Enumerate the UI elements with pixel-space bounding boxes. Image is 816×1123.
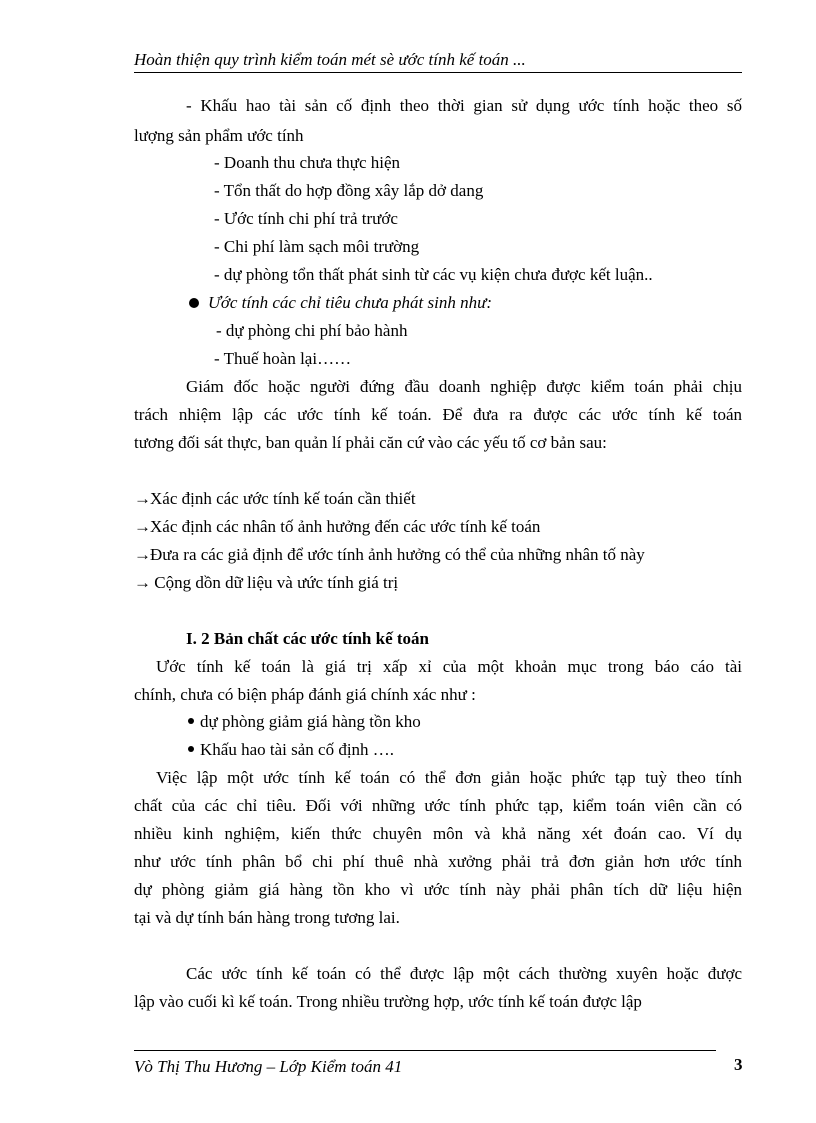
list-item: - Ước tính chi phí trả trước — [214, 209, 398, 228]
para3-line3: nhiều kinh nghiệm, kiến thức chuyên môn và khả năng xét đoán cao. Ví dụ — [134, 824, 742, 843]
section-heading: I. 2 Bản chất các ước tính kế toán — [186, 629, 429, 648]
list1-intro-line1: - Khấu hao tài sản cố định theo thời gian sử dụng ước tính hoặc theo số — [186, 96, 742, 115]
para3-line5: dự phòng giảm giá hàng tồn kho vì ước tính này phải phân tích dữ liệu hiện — [134, 880, 742, 899]
arrow-list-item: →Xác định các ước tính kế toán cần thiết — [134, 489, 416, 508]
list-item: - Tổn thất do hợp đồng xây lắp dở dang — [214, 181, 484, 200]
para2-line1: Ước tính kế toán là giá trị xấp xỉ của một khoản mục trong báo cáo tài — [156, 657, 742, 676]
para3-line4: như ước tính phân bổ chi phí thuê nhà xưởng phải trả đơn giản hơn ước tính — [134, 852, 742, 871]
arrow-right-icon: → — [134, 573, 151, 592]
footer-rule — [134, 1050, 716, 1051]
bullet-icon — [189, 298, 199, 308]
arrow-right-icon: → — [134, 517, 151, 536]
bullet-icon — [188, 718, 194, 724]
para1-line2: trách nhiệm lập các ước tính kế toán. Để đưa ra được các ước tính kế toán — [134, 405, 742, 424]
arrow-right-icon: → — [134, 545, 151, 564]
para2-line2: chính, chưa có biện pháp đánh giá chính xác như : — [134, 685, 476, 704]
list-item: - dự phòng tổn thất phát sinh từ các vụ kiện chưa được kết luận.. — [214, 265, 653, 284]
para1-line1: Giám đốc hoặc người đứng đầu doanh nghiệp được kiểm toán phải chịu — [186, 377, 742, 396]
arrow-list-item: →Xác định các nhân tố ảnh hưởng đến các ước tính kế toán — [134, 517, 541, 536]
bullet-item: Khấu hao tài sản cố định …. — [200, 740, 395, 759]
list2-heading: Ước tính các chỉ tiêu chưa phát sinh như: — [208, 293, 493, 312]
list-item: - Chi phí làm sạch môi trường — [214, 237, 420, 256]
list-item: - Thuế hoàn lại…… — [214, 349, 352, 368]
running-header: Hoàn thiện quy trình kiểm toán mét sè ước tính kế toán ... — [134, 50, 526, 69]
para4-line1: Các ước tính kế toán có thể được lập một cách thường xuyên hoặc được — [186, 964, 742, 983]
para3-line1: Việc lập một ước tính kế toán có thể đơn giản hoặc phức tạp tuỳ theo tính — [156, 768, 742, 787]
para3-line6: tại và dự tính bán hàng trong tương lai. — [134, 908, 400, 927]
para1-line3: tương đối sát thực, ban quản lí phải căn cứ vào các yếu tố cơ bản sau: — [134, 433, 607, 452]
list-item: - Doanh thu chưa thực hiện — [214, 153, 401, 172]
list1-intro-line2: lượng sản phẩm ước tính — [134, 126, 304, 145]
arrow-list-item: →Đưa ra các giả định để ước tính ảnh hưởng có thể của những nhân tố này — [134, 545, 645, 564]
arrow-right-icon: → — [134, 489, 151, 508]
bullet-icon — [188, 746, 194, 752]
bullet-item: dự phòng giảm giá hàng tồn kho — [200, 712, 421, 731]
page-number: 3 — [734, 1055, 743, 1074]
footer-author: Vò Thị Thu Hương – Lớp Kiểm toán 41 — [134, 1057, 403, 1076]
arrow-list-item: → Cộng dồn dữ liệu và ưức tính giá trị — [134, 573, 399, 592]
header-rule — [134, 72, 742, 73]
para4-line2: lập vào cuối kì kế toán. Trong nhiều trường hợp, ước tính kế toán được lập — [134, 992, 642, 1011]
para3-line2: chất của các chỉ tiêu. Đối với những ước tính phức tạp, kiểm toán viên cần có — [134, 796, 742, 815]
list-item: - dự phòng chi phí bảo hành — [216, 321, 408, 340]
